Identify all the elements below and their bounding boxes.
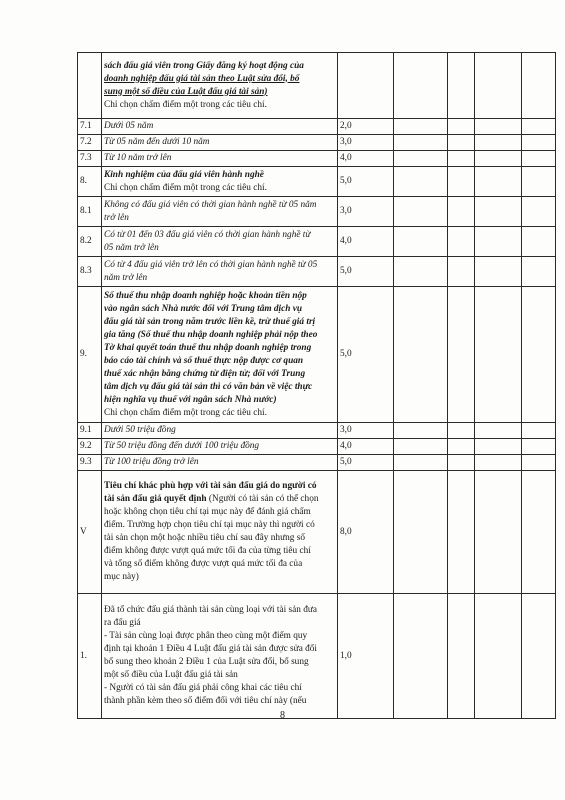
score-column-c (475, 53, 522, 119)
criteria-max-score: 2,0 (338, 119, 394, 135)
criteria-row (78, 257, 556, 287)
criteria-text-line: sách đấu giá viên trong Giấy đăng ký hoạt động của (104, 60, 304, 71)
score-column-b (448, 257, 475, 287)
criteria-content (102, 119, 338, 135)
score-column-b (448, 135, 475, 151)
criteria-number: 1. (78, 594, 102, 719)
score-column-a (394, 439, 448, 455)
criteria-text-line: Chỉ chọn chấm điểm một trong các tiêu chí. (104, 407, 267, 418)
criteria-text-line: điểm. Trường hợp chọn tiêu chí tại mục này thì người có (104, 520, 315, 530)
criteria-content (102, 287, 338, 423)
score-column-d (522, 455, 556, 471)
score-column-b (448, 53, 475, 119)
criteria-number: 7.3 (78, 151, 102, 167)
criteria-text-line: Kinh nghiệm của đấu giá viên hành nghề (104, 169, 264, 180)
score-column-c (475, 119, 522, 135)
score-column-b (448, 287, 475, 423)
criteria-number: 9.2 (78, 439, 102, 455)
criteria-text-line: Có từ 01 đến 03 đấu giá viên có thời gian hành nghề từ (104, 229, 311, 240)
criteria-text-line: Từ 100 triệu đồng trở lên (104, 457, 199, 467)
criteria-row (78, 151, 556, 167)
criteria-max-score: 5,0 (338, 167, 394, 197)
criteria-text-line: Từ 50 triệu đồng đến dưới 100 triệu đồng (104, 441, 260, 451)
score-column-b (448, 594, 475, 719)
score-column-c (475, 257, 522, 287)
criteria-table (77, 52, 556, 719)
criteria-text-line: gia tăng (Số thuế thu nhập doanh nghiệp phải nộp theo (104, 329, 318, 340)
criteria-text-line: Chỉ chọn chấm điểm một trong các tiêu chí. (104, 182, 267, 193)
criteria-text-line: tài sản đấu giá quyết định (Người có tài sản có thể chọn (104, 494, 319, 504)
score-column-c (475, 455, 522, 471)
criteria-content (102, 439, 338, 455)
criteria-text-line: và tổng số điểm không được vượt quá mức tối đa của (104, 559, 303, 569)
criteria-text-line: thành phần kèm theo số điểm đối với tiêu chí này (nếu (104, 696, 307, 706)
criteria-text-line: Dưới 05 năm (104, 121, 154, 131)
criteria-content (102, 151, 338, 167)
criteria-text-line: Không có đấu giá viên có thời gian hành nghề từ 05 năm (104, 199, 317, 210)
criteria-text-line: điểm không được vượt quá mức tối đa của từng tiêu chí (104, 546, 311, 556)
score-column-d (522, 287, 556, 423)
criteria-content (102, 135, 338, 151)
criteria-content (102, 594, 338, 719)
criteria-number: 8. (78, 167, 102, 197)
score-column-b (448, 423, 475, 439)
criteria-text-line: mục này) (104, 572, 139, 582)
score-column-c (475, 423, 522, 439)
score-column-b (448, 455, 475, 471)
score-column-d (522, 423, 556, 439)
criteria-number: 8.2 (78, 227, 102, 257)
score-column-b (448, 119, 475, 135)
criteria-row (78, 594, 556, 719)
criteria-row (78, 135, 556, 151)
criteria-text-line: doanh nghiệp đấu giá tài sản theo Luật sửa đổi, bổ (104, 73, 300, 84)
score-column-c (475, 135, 522, 151)
score-column-a (394, 135, 448, 151)
score-column-a (394, 151, 448, 167)
criteria-max-score: 3,0 (338, 197, 394, 227)
criteria-number: 9.1 (78, 423, 102, 439)
criteria-max-score: 3,0 (338, 423, 394, 439)
criteria-text-line: Đã tổ chức đấu giá thành tài sản cùng loại với tài sản đưa (104, 605, 318, 615)
criteria-text-line: tâm dịch vụ đấu giá tài sản thì có văn bản về việc thực (104, 381, 313, 392)
criteria-text-line: hoặc không chọn tiêu chí tại mục này để đánh giá chấm (104, 507, 311, 517)
criteria-text-line: tài sản chọn một hoặc nhiều tiêu chí sau đây nhưng số (104, 533, 306, 543)
criteria-row (78, 227, 556, 257)
score-column-d (522, 151, 556, 167)
criteria-content (102, 257, 338, 287)
score-column-d (522, 135, 556, 151)
criteria-text-line: vào ngân sách Nhà nước đối với Trung tâm dịch vụ (104, 303, 303, 314)
criteria-text-line: hiện nghĩa vụ thuế với ngân sách Nhà nước) (104, 394, 277, 405)
criteria-number: V (78, 471, 102, 594)
criteria-row (78, 287, 556, 423)
criteria-text-line: Chỉ chọn chấm điểm một trong các tiêu chí. (104, 99, 267, 110)
score-column-d (522, 227, 556, 257)
score-column-c (475, 167, 522, 197)
score-column-a (394, 197, 448, 227)
criteria-text-line: định tại khoản 1 Điều 4 Luật đấu giá tài sản được sửa đổi (104, 644, 318, 654)
criteria-text-line: Số thuế thu nhập doanh nghiệp hoặc khoản tiền nộp (104, 290, 307, 301)
criteria-text-line: báo cáo tài chính và số thuế thực nộp được cơ quan (104, 355, 304, 366)
criteria-max-score: 4,0 (338, 439, 394, 455)
criteria-content (102, 423, 338, 439)
criteria-text-line: sung một số điều của Luật đấu giá tài sản) (104, 86, 268, 97)
score-column-c (475, 471, 522, 594)
score-column-b (448, 227, 475, 257)
criteria-text-line: 05 năm trở lên (104, 242, 159, 253)
score-column-d (522, 167, 556, 197)
criteria-row (78, 471, 556, 594)
criteria-number: 9.3 (78, 455, 102, 471)
criteria-max-score (338, 53, 394, 119)
criteria-text-line: Có từ 4 đấu giá viên trở lên có thời gian hành nghề từ 05 (104, 259, 318, 270)
criteria-text-line: Tờ khai quyết toán thuế thu nhập doanh nghiệp trong (104, 342, 312, 353)
criteria-number: 7.2 (78, 135, 102, 151)
score-column-b (448, 439, 475, 455)
criteria-content (102, 227, 338, 257)
criteria-row (78, 53, 556, 119)
criteria-max-score: 1,0 (338, 594, 394, 719)
criteria-max-score: 4,0 (338, 227, 394, 257)
criteria-row (78, 439, 556, 455)
criteria-text-line: bổ sung theo khoản 2 Điều 1 của Luật sửa đổi, bổ sung (104, 657, 309, 667)
score-column-c (475, 439, 522, 455)
score-column-a (394, 227, 448, 257)
criteria-content (102, 455, 338, 471)
score-column-a (394, 594, 448, 719)
criteria-row (78, 423, 556, 439)
criteria-content (102, 53, 338, 119)
criteria-max-score: 4,0 (338, 151, 394, 167)
criteria-content (102, 197, 338, 227)
page-number: 8 (280, 710, 285, 721)
score-column-d (522, 257, 556, 287)
score-column-c (475, 227, 522, 257)
criteria-content (102, 471, 338, 594)
score-column-b (448, 471, 475, 594)
criteria-number (78, 53, 102, 119)
criteria-row (78, 119, 556, 135)
criteria-number: 7.1 (78, 119, 102, 135)
criteria-text-line: năm trở lên (104, 272, 148, 283)
score-column-d (522, 197, 556, 227)
score-column-a (394, 119, 448, 135)
criteria-row (78, 197, 556, 227)
score-column-b (448, 197, 475, 227)
score-column-a (394, 423, 448, 439)
score-column-a (394, 167, 448, 197)
score-column-b (448, 151, 475, 167)
criteria-text-line: - Tài sản cùng loại được phân theo cùng một điểm quy (104, 631, 308, 641)
score-column-b (448, 167, 475, 197)
score-column-d (522, 119, 556, 135)
score-column-a (394, 287, 448, 423)
criteria-max-score: 3,0 (338, 135, 394, 151)
score-column-c (475, 197, 522, 227)
criteria-row (78, 455, 556, 471)
criteria-number: 8.1 (78, 197, 102, 227)
criteria-text-line: một số điều của Luật đấu giá tài sản (104, 670, 238, 680)
criteria-max-score: 5,0 (338, 455, 394, 471)
criteria-max-score: 5,0 (338, 287, 394, 423)
criteria-text-line: - Người có tài sản đấu giá phải công khai các tiêu chí (104, 683, 302, 693)
criteria-number: 9. (78, 287, 102, 423)
score-column-d (522, 439, 556, 455)
criteria-text-line: ra đấu giá (104, 618, 141, 628)
score-column-a (394, 257, 448, 287)
score-column-d (522, 53, 556, 119)
criteria-text-line: đấu giá tài sản trong năm trước liền kề, trừ thuế giá trị (104, 316, 316, 327)
score-column-c (475, 151, 522, 167)
criteria-row (78, 167, 556, 197)
criteria-table-body (78, 53, 556, 719)
criteria-max-score: 5,0 (338, 257, 394, 287)
score-column-a (394, 455, 448, 471)
criteria-text-line: Từ 05 năm đến dưới 10 năm (104, 137, 210, 147)
score-column-a (394, 53, 448, 119)
score-column-a (394, 471, 448, 594)
criteria-text-line: thuế xác nhận bằng chứng từ điện tử; đối với Trung (104, 368, 306, 379)
score-column-d (522, 594, 556, 719)
criteria-content (102, 167, 338, 197)
score-column-c (475, 287, 522, 423)
criteria-text-line: trở lên (104, 212, 129, 223)
score-column-c (475, 594, 522, 719)
criteria-text-line: Dưới 50 triệu đồng (104, 425, 176, 435)
criteria-number: 8.3 (78, 257, 102, 287)
criteria-max-score: 8,0 (338, 471, 394, 594)
criteria-text-line: Từ 10 năm trở lên (104, 153, 172, 163)
score-column-d (522, 471, 556, 594)
criteria-text-line: Tiêu chí khác phù hợp với tài sản đấu giá do người có (104, 481, 317, 491)
